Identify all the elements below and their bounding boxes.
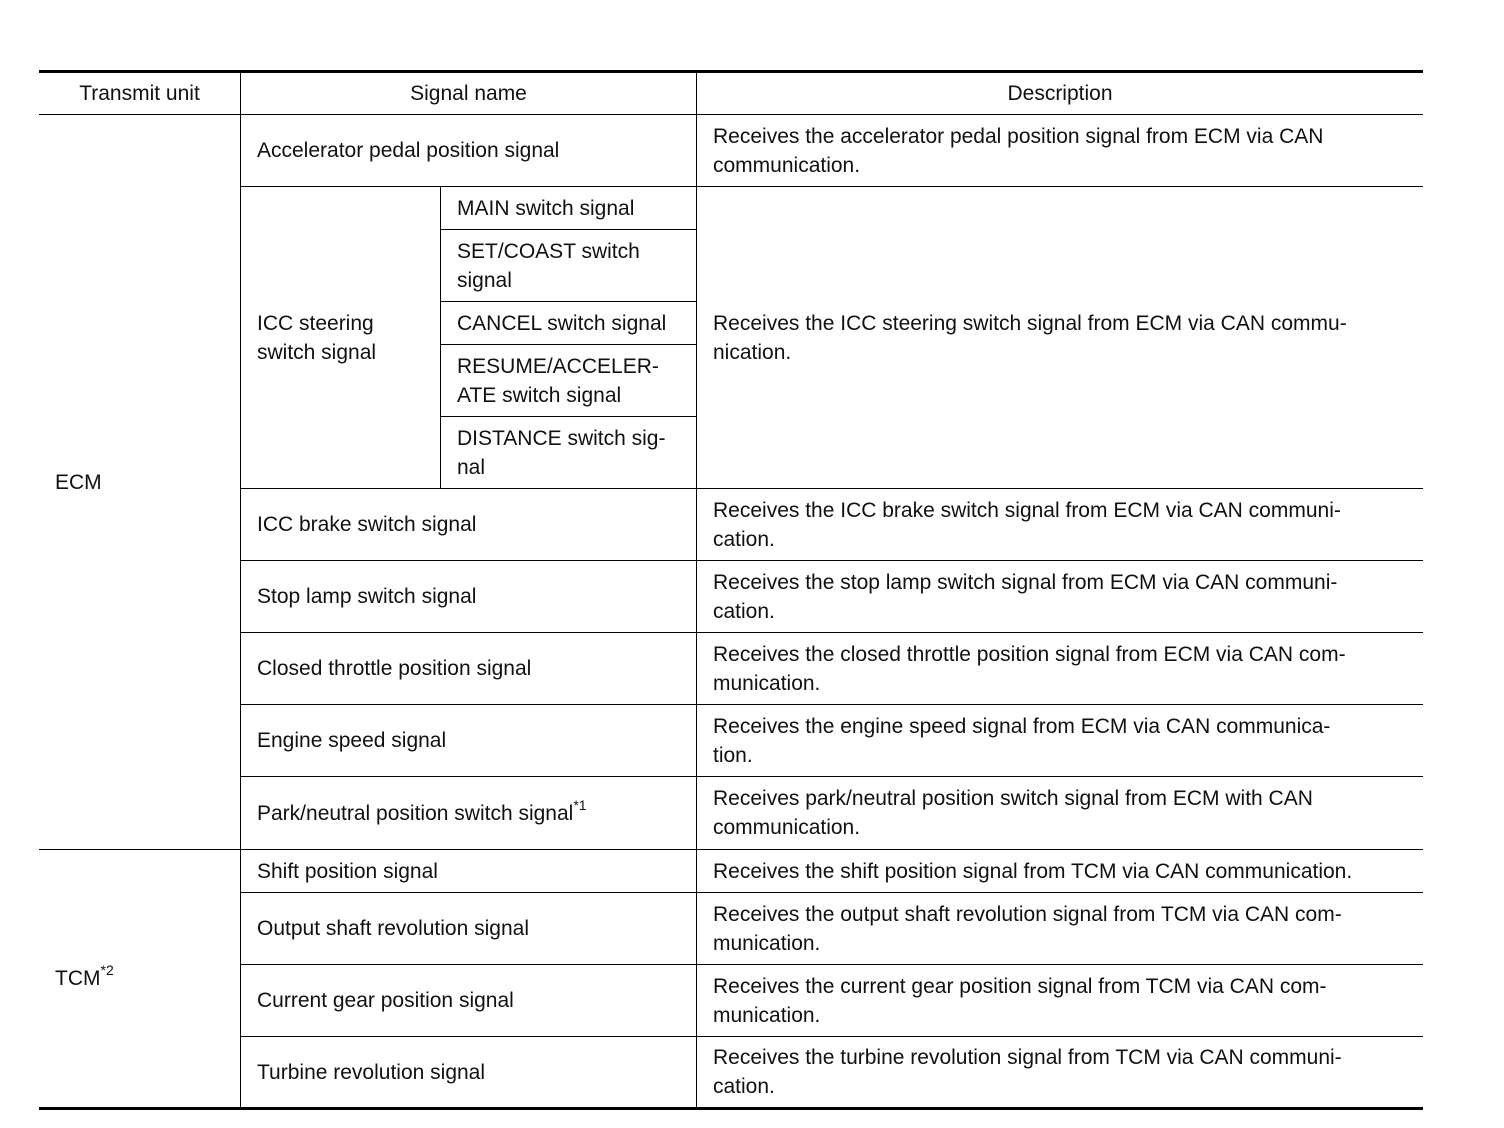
description-text: Receives the turbine revolution signal from TCM via CAN communi- cation. — [713, 1046, 1342, 1098]
table-bottom-rule — [39, 1107, 1423, 1110]
subsignal-label: RESUME/ACCELER- ATE switch signal — [457, 354, 659, 407]
signal-label: ICC brake switch signal — [257, 513, 477, 536]
signal-cell — [241, 965, 696, 1036]
signal-label: Output shaft revolution signal — [257, 917, 529, 940]
subsignal-cell — [441, 302, 696, 344]
description-text: Receives the accelerator pedal position signal from ECM via CAN communication. — [713, 124, 1324, 177]
transmit-unit-ecm — [39, 115, 240, 849]
signal-cell — [241, 777, 696, 849]
header-transmit-unit — [39, 72, 240, 114]
header-description — [697, 72, 1423, 114]
signal-table — [39, 70, 1423, 1112]
signal-cell — [241, 489, 696, 560]
signal-label: ICC steering switch signal — [257, 311, 377, 364]
unit-label: TCM$^{*2}$ — [55, 962, 114, 990]
signal-label: Accelerator pedal position signal — [257, 139, 560, 162]
signal-label: Shift position signal — [257, 859, 438, 883]
icc-steering-group-label — [241, 187, 440, 488]
header-label: Description — [1007, 81, 1113, 105]
subsignal-cell — [441, 187, 696, 229]
description-text: Receives the output shaft revolution signal from TCM via CAN com- munication. — [713, 902, 1342, 955]
signal-cell — [241, 705, 696, 776]
signal-cell — [241, 115, 696, 186]
signal-label: Turbine revolution signal — [257, 1060, 486, 1084]
signal-label: Current gear position signal — [257, 989, 514, 1012]
header-signal-name — [241, 72, 696, 114]
description-cell — [697, 850, 1423, 892]
description-text: Receives park/neutral position switch signal from ECM with CAN communication. — [713, 787, 1313, 839]
transmit-unit-tcm — [39, 850, 240, 1107]
description-cell — [697, 489, 1423, 560]
description-cell — [697, 115, 1423, 186]
subsignal-label: CANCEL switch signal — [457, 311, 667, 335]
signal-cell — [241, 1037, 696, 1107]
signal-cell — [241, 561, 696, 632]
signal-cell — [241, 633, 696, 704]
unit-label: ECM — [55, 470, 102, 494]
description-text: Receives the current gear position signal from TCM via CAN com- munication. — [713, 974, 1327, 1027]
signal-label: Park/neutral position switch signal$^{*1}$ — [257, 796, 587, 825]
description-cell — [697, 187, 1423, 488]
description-cell — [697, 893, 1423, 964]
description-cell — [697, 1037, 1423, 1107]
description-cell — [697, 633, 1423, 704]
subsignal-cell — [441, 345, 696, 416]
signal-label: Closed throttle position signal — [257, 657, 532, 680]
description-text: Receives the stop lamp switch signal from ECM via CAN communi- cation. — [713, 570, 1338, 623]
description-text: Receives the ICC brake switch signal from ECM via CAN communi- cation. — [713, 498, 1341, 551]
description-text: Receives the ICC steering switch signal from ECM via CAN commu- nication. — [713, 311, 1347, 364]
description-cell — [697, 965, 1423, 1036]
signal-label: Stop lamp switch signal — [257, 585, 477, 608]
header-label: Transmit unit — [79, 81, 200, 105]
description-text: Receives the closed throttle position signal from ECM via CAN com- munication. — [713, 642, 1346, 695]
description-cell — [697, 561, 1423, 632]
subsignal-cell — [441, 230, 696, 301]
signal-label: Engine speed signal — [257, 729, 447, 752]
description-text: Receives the engine speed signal from ECM via CAN communica- tion. — [713, 714, 1331, 767]
subsignal-label: DISTANCE switch sig- nal — [457, 426, 666, 479]
description-cell — [697, 777, 1423, 849]
subsignal-label: SET/COAST switch signal — [457, 239, 640, 292]
description-text: Receives the shift position signal from TCM via CAN communication. — [713, 859, 1353, 883]
subsignal-label: MAIN switch signal — [457, 196, 635, 220]
description-cell — [697, 705, 1423, 776]
signal-cell — [241, 893, 696, 964]
subsignal-cell — [441, 417, 696, 488]
header-label: Signal name — [410, 81, 527, 105]
signal-cell — [241, 850, 696, 892]
